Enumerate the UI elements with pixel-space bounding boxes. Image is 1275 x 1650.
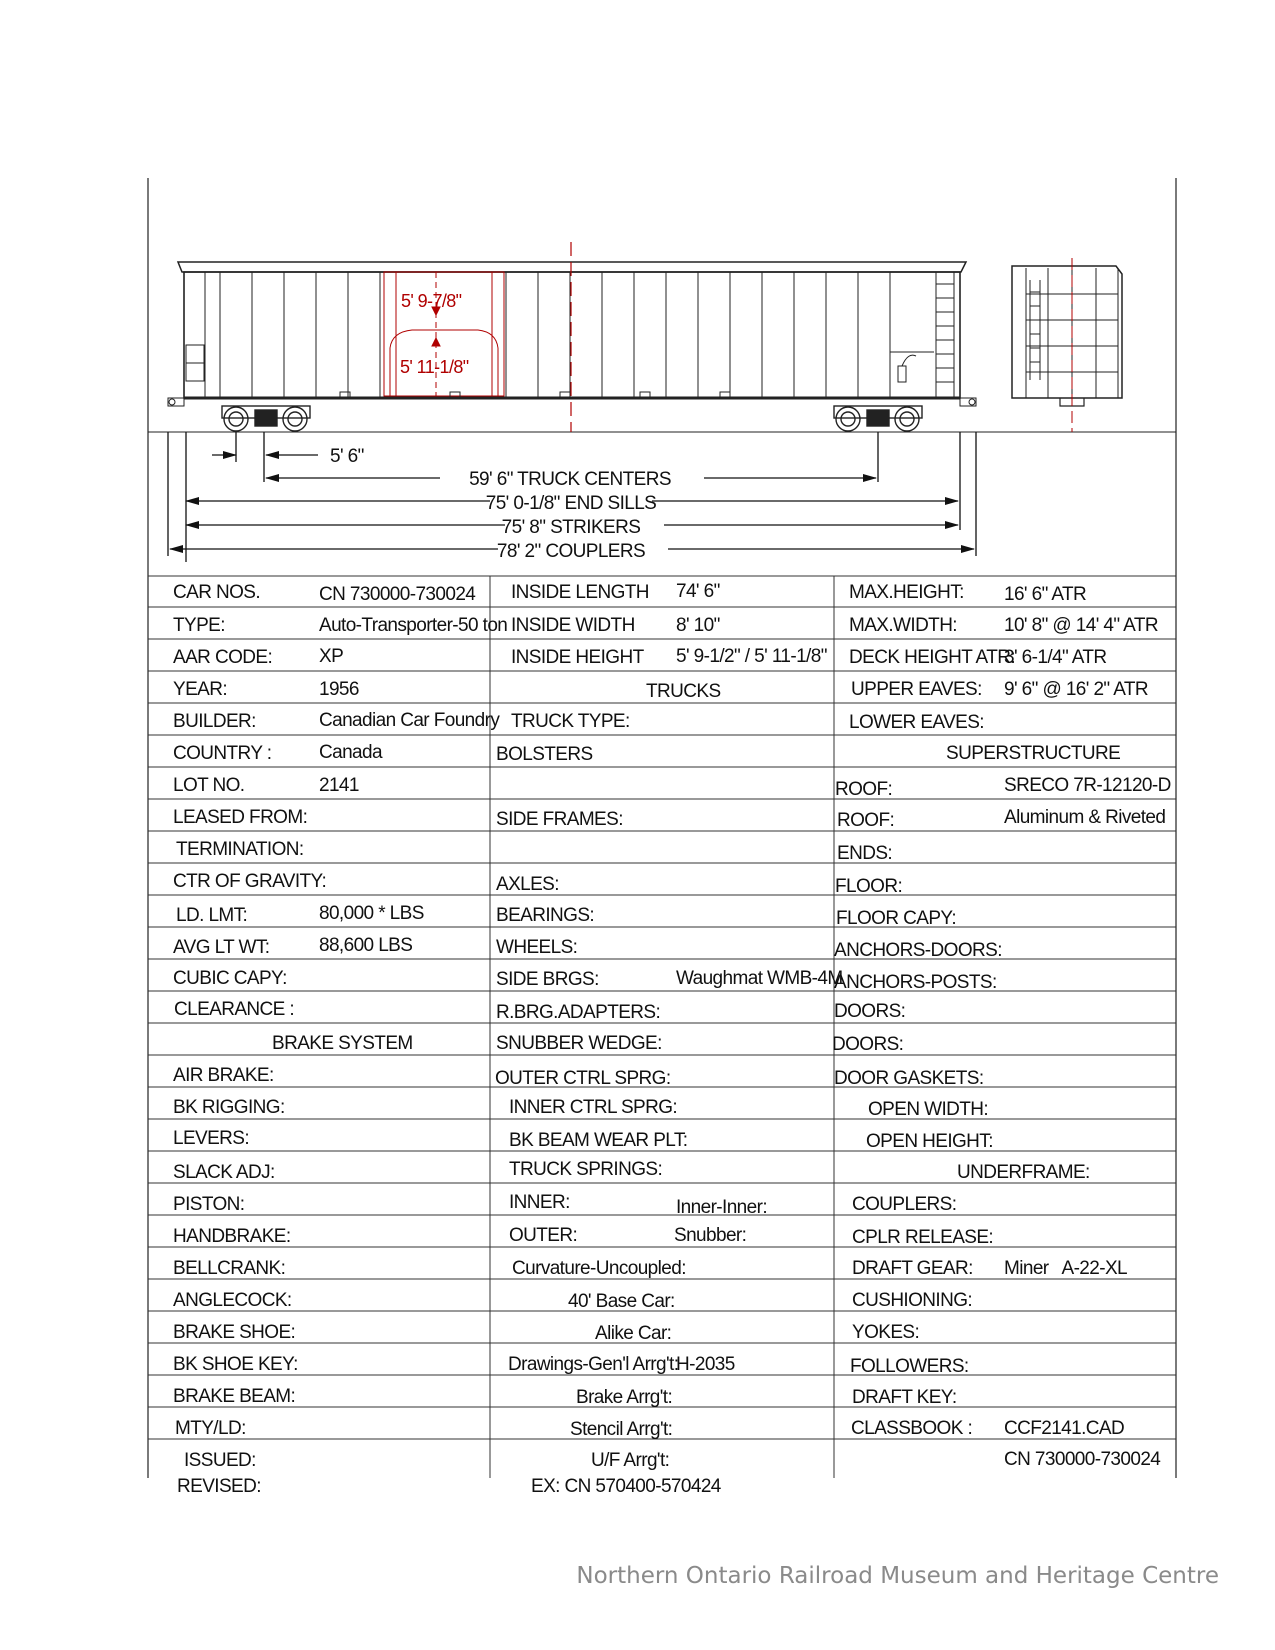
superstructure-heading: SUPERSTRUCTURE <box>946 743 1121 764</box>
inside-width-label: INSIDE WIDTH <box>511 615 635 636</box>
stencil-arrgt-label: Stencil Arrg't: <box>570 1419 673 1440</box>
inside-length-value: 74' 6" <box>676 581 720 602</box>
country-value: Canada <box>319 742 382 763</box>
drawings-label: Drawings-Gen'l Arrg't: <box>508 1354 679 1375</box>
deck-height-label: DECK HEIGHT ATR: <box>849 647 1016 668</box>
draft-key-label: DRAFT KEY: <box>852 1387 957 1408</box>
ex-car-numbers: EX: CN 570400-570424 <box>531 1476 721 1497</box>
max-height-label: MAX.HEIGHT: <box>849 582 964 603</box>
cubic-capy-label: CUBIC CAPY: <box>173 968 287 989</box>
brake-beam-label: BRAKE BEAM: <box>173 1386 296 1407</box>
air-brake-label: AIR BRAKE: <box>173 1065 274 1086</box>
ld-lmt-value: 80,000 * LBS <box>319 903 424 924</box>
side-frames-label: SIDE FRAMES: <box>496 809 623 830</box>
wheels-label: WHEELS: <box>496 937 578 958</box>
inside-height-label: INSIDE HEIGHT <box>511 647 644 668</box>
truck-right <box>834 406 922 431</box>
levers-label: LEVERS: <box>173 1128 250 1149</box>
snubber-label: Snubber: <box>674 1225 747 1246</box>
door-gaskets-label: DOOR GASKETS: <box>834 1068 984 1089</box>
end-sills-dim: 75' 0-1/8" END SILLS <box>485 493 657 514</box>
brake-shoe-label: BRAKE SHOE: <box>173 1322 296 1343</box>
upper-eaves-value: 9' 6" @ 16' 2" ATR <box>1004 679 1149 700</box>
draft-gear-value: Miner A-22-XL <box>1004 1258 1127 1279</box>
bolsters-label: BOLSTERS <box>496 744 593 765</box>
couplers-dim: 78' 2" COUPLERS <box>496 541 646 562</box>
inner-label: INNER: <box>509 1192 570 1213</box>
type-value: Auto-Transporter-50 ton <box>319 615 508 636</box>
truck-centers-dim: 59' 6" TRUCK CENTERS <box>469 469 671 490</box>
curvature-label: Curvature-Uncoupled: <box>512 1258 686 1279</box>
termination-label: TERMINATION: <box>176 839 304 860</box>
type-label: TYPE: <box>173 615 225 636</box>
cplr-release-label: CPLR RELEASE: <box>852 1227 994 1248</box>
issued-label: ISSUED: <box>184 1450 256 1471</box>
open-height-label: OPEN HEIGHT: <box>866 1131 993 1152</box>
underframe-heading: UNDERFRAME: <box>957 1162 1090 1183</box>
avg-lt-wt-label: AVG LT WT: <box>173 937 270 958</box>
aar-code-value: XP <box>319 646 344 667</box>
lot-no-label: LOT NO. <box>173 775 245 796</box>
side-brgs-value: Waughmat WMB-4M <box>676 968 843 989</box>
door-lower-dim: 5' 11-1/8" <box>400 357 469 377</box>
brake-system-heading: BRAKE SYSTEM <box>272 1033 413 1054</box>
car-side-view <box>168 262 976 406</box>
piston-label: PISTON: <box>173 1194 245 1215</box>
bearings-label: BEARINGS: <box>496 905 595 926</box>
avg-lt-wt-value: 88,600 LBS <box>319 935 413 956</box>
followers-label: FOLLOWERS: <box>850 1356 969 1377</box>
car-nos-label: CAR NOS. <box>173 582 261 603</box>
yokes-label: YOKES: <box>852 1322 920 1343</box>
roof-value-1: SRECO 7R-12120-D <box>1004 775 1171 796</box>
floor-capy-label: FLOOR CAPY: <box>836 908 957 929</box>
couplers-label: COUPLERS: <box>852 1194 957 1215</box>
year-value: 1956 <box>319 679 359 700</box>
classbook-label: CLASSBOOK : <box>851 1418 973 1439</box>
snubber-wedge-label: SNUBBER WEDGE: <box>496 1033 662 1054</box>
upper-eaves-label: UPPER EAVES: <box>851 679 982 700</box>
truck-type-label: TRUCK TYPE: <box>511 711 630 732</box>
classbook-value: CCF2141.CAD <box>1004 1418 1125 1439</box>
ctr-gravity-label: CTR OF GRAVITY: <box>173 871 327 892</box>
slack-adj-label: SLACK ADJ: <box>173 1162 275 1183</box>
outer-ctrl-sprg-label: OUTER CTRL SPRG: <box>495 1068 671 1089</box>
car-end-view <box>1012 258 1122 432</box>
bellcrank-label: BELLCRANK: <box>173 1258 286 1279</box>
clearance-label: CLEARANCE : <box>174 999 295 1020</box>
inside-length-label: INSIDE LENGTH <box>511 582 649 603</box>
base-car-label: 40' Base Car: <box>568 1291 675 1312</box>
builder-value: Canadian Car Foundry <box>319 710 500 731</box>
bk-shoe-key-label: BK SHOE KEY: <box>173 1354 298 1375</box>
roof-label-1: ROOF: <box>835 779 893 800</box>
brake-arrgt-label: Brake Arrg't: <box>576 1387 673 1408</box>
anchors-doors-label: ANCHORS-DOORS: <box>834 940 1002 961</box>
leased-from-label: LEASED FROM: <box>173 807 308 828</box>
max-width-value: 10' 8" @ 14' 4" ATR <box>1004 615 1158 636</box>
builder-label: BUILDER: <box>173 711 256 732</box>
deck-height-value: 3' 6-1/4" ATR <box>1004 647 1107 668</box>
max-height-value: 16' 6" ATR <box>1004 584 1087 605</box>
bk-beam-wear-plt-label: BK BEAM WEAR PLT: <box>509 1130 688 1151</box>
ends-label: ENDS: <box>837 843 893 864</box>
classbook-car-numbers: CN 730000-730024 <box>1004 1449 1161 1470</box>
inside-width-value: 8' 10" <box>676 615 720 636</box>
door-upper-dim: 5' 9-7/8" <box>401 291 462 311</box>
lower-eaves-label: LOWER EAVES: <box>849 712 984 733</box>
inside-height-value: 5' 9-1/2" / 5' 11-1/8" <box>676 646 827 667</box>
wheelbase-dim: 5' 6" <box>330 446 364 467</box>
max-width-label: MAX.WIDTH: <box>849 615 957 636</box>
uf-arrgt-label: U/F Arrg't: <box>591 1450 670 1471</box>
truck-left <box>222 406 310 431</box>
lot-no-value: 2141 <box>319 775 359 796</box>
side-brgs-label: SIDE BRGS: <box>496 969 599 990</box>
outer-label: OUTER: <box>509 1225 578 1246</box>
cushioning-label: CUSHIONING: <box>852 1290 973 1311</box>
museum-credit: Northern Ontario Railroad Museum and Heritage Centre <box>576 1563 1219 1589</box>
strikers-dim: 75' 8" STRIKERS <box>501 517 641 538</box>
inner-ctrl-sprg-label: INNER CTRL SPRG: <box>509 1097 678 1118</box>
roof-label-2: ROOF: <box>837 810 895 831</box>
roof-value-2: Aluminum & Riveted <box>1004 807 1166 828</box>
handbrake-label: HANDBRAKE: <box>173 1226 291 1247</box>
open-width-label: OPEN WIDTH: <box>868 1099 989 1120</box>
truck-springs-label: TRUCK SPRINGS: <box>509 1159 663 1180</box>
r-brg-adapters-label: R.BRG.ADAPTERS: <box>496 1002 661 1023</box>
doors-label-2: DOORS: <box>832 1034 904 1055</box>
bk-rigging-label: BK RIGGING: <box>173 1097 285 1118</box>
inner-inner-label: Inner-Inner: <box>676 1197 768 1218</box>
trucks-heading: TRUCKS <box>646 681 721 702</box>
drawings-value: H-2035 <box>676 1354 735 1375</box>
axles-label: AXLES: <box>496 874 559 895</box>
ld-lmt-label: LD. LMT: <box>176 905 248 926</box>
anchors-posts-label: ANCHORS-POSTS: <box>834 972 997 993</box>
alike-car-label: Alike Car: <box>595 1323 672 1344</box>
mty-ld-label: MTY/LD: <box>175 1418 246 1439</box>
aar-code-label: AAR CODE: <box>173 647 273 668</box>
car-nos-value: CN 730000-730024 <box>319 584 476 605</box>
country-label: COUNTRY : <box>173 743 272 764</box>
doors-label-1: DOORS: <box>834 1001 906 1022</box>
anglecock-label: ANGLECOCK: <box>173 1290 292 1311</box>
revised-label: REVISED: <box>177 1476 261 1497</box>
floor-label: FLOOR: <box>835 876 903 897</box>
year-label: YEAR: <box>173 679 228 700</box>
draft-gear-label: DRAFT GEAR: <box>852 1258 973 1279</box>
